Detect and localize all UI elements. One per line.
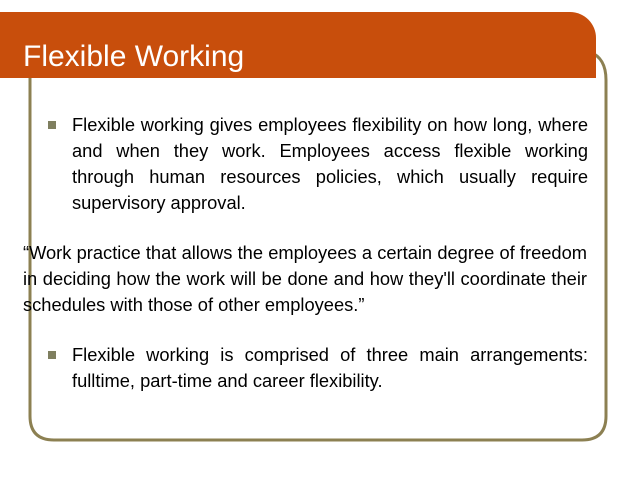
slide-content <box>23 112 588 394</box>
bullet-text-2: Flexible working is comprised of three main arrangements: fulltime, part-time and career flexibility. <box>72 344 588 391</box>
square-bullet-icon <box>48 351 56 359</box>
definition-quote: “Work practice that allows the employees a certain degree of freedom in deciding how the work will be done and how they'll coordinate their schedules with those of other employees.” <box>23 242 587 315</box>
slide-title: Flexible Working <box>23 40 245 73</box>
square-bullet-icon <box>48 121 56 129</box>
bullet-text-1: Flexible working gives employees flexibility on how long, where and when they work. Employees access flexible working through human resources policies, which usually require supervisory approval. <box>72 114 588 213</box>
title-bar <box>0 12 596 78</box>
bullet-item-1 <box>48 112 588 216</box>
bullet-item-2 <box>48 342 588 394</box>
